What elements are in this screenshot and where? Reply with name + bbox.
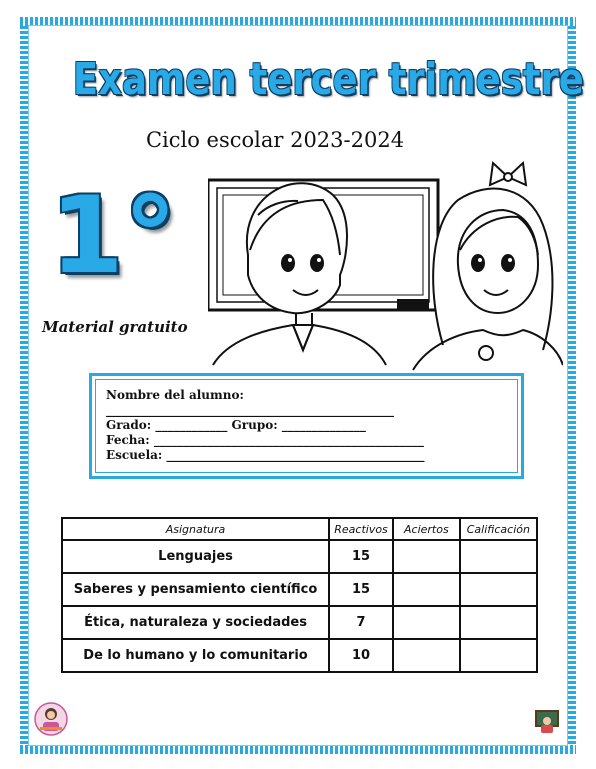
calificacion-cell[interactable]: [460, 573, 537, 606]
subjects-table: [61, 517, 538, 673]
table-header-row: [62, 518, 537, 540]
student-name-label: Nombre del alumno:: [106, 388, 244, 402]
date-row[interactable]: [106, 433, 507, 448]
subject-cell: De lo humano y lo comunitario: [62, 639, 329, 672]
calificacion-cell[interactable]: [460, 606, 537, 639]
subject-cell: Saberes y pensamiento científico: [62, 573, 329, 606]
table-row: [62, 573, 537, 606]
header-subject: Asignatura: [62, 518, 329, 540]
school-line[interactable]: ___________________________________________: [166, 448, 425, 462]
grade-line[interactable]: ____________: [155, 418, 228, 432]
exam-title: Examen tercer trimestre: [72, 54, 584, 105]
reactivos-cell: 15: [329, 573, 393, 606]
student-name-row[interactable]: [106, 388, 507, 403]
aciertos-cell[interactable]: [393, 606, 460, 639]
aciertos-cell[interactable]: [393, 540, 460, 573]
student-info-box: [89, 373, 524, 479]
header-reactivos: Reactivos: [329, 518, 393, 540]
reactivos-cell: 15: [329, 540, 393, 573]
student-name-line[interactable]: ________________________________________________: [106, 403, 394, 417]
header-calificacion: Calificación: [460, 518, 537, 540]
grade-group-row[interactable]: [106, 418, 507, 433]
aciertos-cell[interactable]: [393, 573, 460, 606]
material-label: Material gratuito: [42, 318, 188, 336]
calificacion-cell[interactable]: [460, 540, 537, 573]
header-aciertos: Aciertos: [393, 518, 460, 540]
classroom-logo-icon: [534, 709, 560, 735]
table-row: [62, 540, 537, 573]
school-row[interactable]: [106, 448, 507, 463]
teacher-logo-icon: [34, 702, 68, 736]
calificacion-cell[interactable]: [460, 639, 537, 672]
school-label: Escuela:: [106, 448, 163, 462]
group-label: Grupo:: [231, 418, 278, 432]
subject-cell: Lenguajes: [62, 540, 329, 573]
table-row: [62, 606, 537, 639]
reactivos-cell: 10: [329, 639, 393, 672]
date-line[interactable]: _____________________________________________: [153, 433, 424, 447]
school-year-subtitle: Ciclo escolar 2023-2024: [145, 128, 405, 152]
students-illustration: [208, 155, 563, 375]
aciertos-cell[interactable]: [393, 639, 460, 672]
table-row: [62, 639, 537, 672]
grade-number: 1°: [50, 174, 177, 297]
reactivos-cell: 7: [329, 606, 393, 639]
group-line[interactable]: ______________: [281, 418, 366, 432]
grade-label: Grado:: [106, 418, 152, 432]
student-info-inner: [95, 379, 518, 473]
subject-cell: Ética, naturaleza y sociedades: [62, 606, 329, 639]
date-label: Fecha:: [106, 433, 150, 447]
